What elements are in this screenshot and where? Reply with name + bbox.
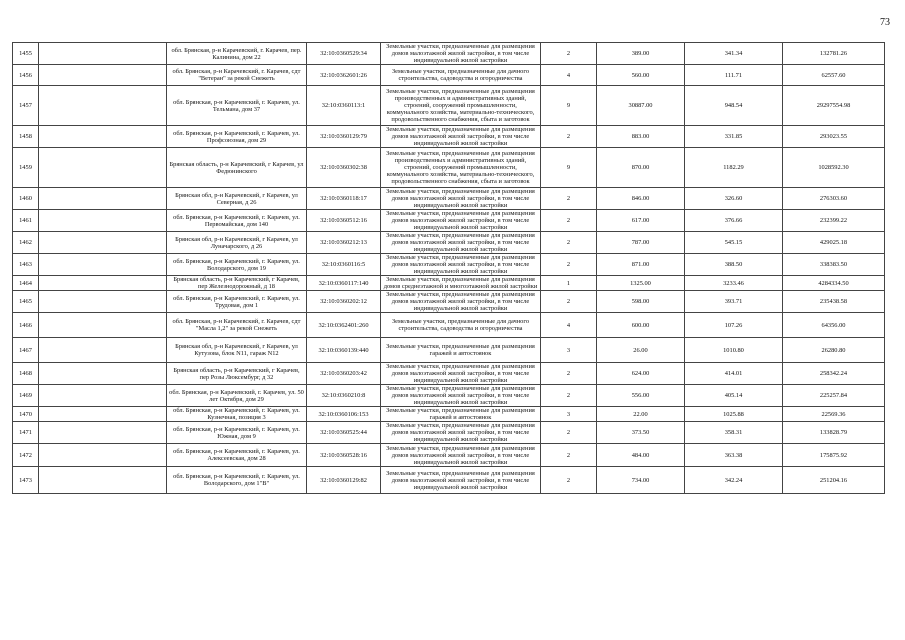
address-cell: обл. Брянская, р-н Карачевский, г. Карачев, ул. Первомайская, дом 140 (167, 210, 307, 232)
table-row (13, 43, 885, 65)
area-cell: 624.00 (597, 363, 685, 385)
address-cell: обл. Брянская, р-н Карачевский, г. Карачев, ул. Профсоюзная, дом 29 (167, 126, 307, 148)
blank-cell (39, 254, 167, 276)
address-cell: Брянская область, р-н Карачевский, г Карачев, ул Федюнинского (167, 148, 307, 188)
cadastral-value-cell: 251204.16 (783, 467, 885, 494)
area-cell: 30887.00 (597, 86, 685, 126)
group-cell: 2 (541, 291, 597, 313)
group-cell: 2 (541, 363, 597, 385)
address-cell: обл. Брянская, р-н Карачевский, г. Карачев, ул. Трудовая, дом 1 (167, 291, 307, 313)
cadastral-value-cell: 338383.50 (783, 254, 885, 276)
land-use-cell: Земельные участки, предназначенные для размещения гаражей и автостоянок (381, 407, 541, 422)
row-number: 1464 (13, 276, 39, 291)
blank-cell (39, 126, 167, 148)
address-cell: обл. Брянская, р-н Карачевский, г. Карачев, сдт "Масла 1,2" за рекой Снежеть (167, 313, 307, 338)
unit-price-cell: 393.71 (685, 291, 783, 313)
address-cell: обл. Брянская, р-н Карачевский, г. Карачев, ул. Володарского, дом 19 (167, 254, 307, 276)
blank-cell (39, 276, 167, 291)
cadastral-number-cell: 32:10:0360210:8 (307, 385, 381, 407)
group-cell: 1 (541, 276, 597, 291)
area-cell: 600.00 (597, 313, 685, 338)
table-row (13, 148, 885, 188)
area-cell: 484.00 (597, 444, 685, 467)
unit-price-cell: 342.24 (685, 467, 783, 494)
land-use-cell: Земельные участки, предназначенные для размещения домов малоэтажной жилой застройки, в том числе индивидуальной жилой застройки (381, 363, 541, 385)
address-cell: обл. Брянская, р-н Карачевский, г. Карачев, ул. Тельмана, дом 37 (167, 86, 307, 126)
group-cell: 2 (541, 126, 597, 148)
table-row (13, 254, 885, 276)
land-use-cell: Земельные участки, предназначенные для дачного строительства, садоводства и огородничества (381, 313, 541, 338)
row-number: 1460 (13, 188, 39, 210)
cadastral-number-cell: 32:10:0362601:26 (307, 65, 381, 86)
row-number: 1457 (13, 86, 39, 126)
blank-cell (39, 65, 167, 86)
cadastral-value-cell: 26280.80 (783, 338, 885, 363)
address-cell: Брянская область, р-н Карачевский, г Карачев, пер Железнодорожный, д 18 (167, 276, 307, 291)
group-cell: 2 (541, 232, 597, 254)
area-cell: 598.00 (597, 291, 685, 313)
area-cell: 883.00 (597, 126, 685, 148)
cadastral-value-cell: 175875.92 (783, 444, 885, 467)
address-cell: Брянская обл, р-н Карачевский, г Карачев, ул Кутузова, блок N11, гараж N12 (167, 338, 307, 363)
blank-cell (39, 43, 167, 65)
row-number: 1473 (13, 467, 39, 494)
unit-price-cell: 111.71 (685, 65, 783, 86)
group-cell: 4 (541, 313, 597, 338)
address-cell: обл. Брянская, р-н Карачевский, г. Карачев, ул. Володарского, дом 1"В" (167, 467, 307, 494)
cadastral-value-cell: 64356.00 (783, 313, 885, 338)
unit-price-cell: 107.26 (685, 313, 783, 338)
table-row (13, 65, 885, 86)
land-use-cell: Земельные участки, предназначенные для размещения домов малоэтажной жилой застройки, в том числе индивидуальной жилой застройки (381, 126, 541, 148)
land-use-cell: Земельные участки, предназначенные для размещения домов малоэтажной жилой застройки, в том числе индивидуальной жилой застройки (381, 467, 541, 494)
row-number: 1456 (13, 65, 39, 86)
group-cell: 9 (541, 86, 597, 126)
blank-cell (39, 422, 167, 444)
cadastral-value-cell: 1028592.30 (783, 148, 885, 188)
cadastral-number-cell: 32:10:0360212:13 (307, 232, 381, 254)
cadastral-number-cell: 32:10:0360129:79 (307, 126, 381, 148)
row-number: 1470 (13, 407, 39, 422)
group-cell: 3 (541, 338, 597, 363)
land-use-cell: Земельные участки, предназначенные для размещения домов малоэтажной жилой застройки, в том числе индивидуальной жилой застройки (381, 254, 541, 276)
cadastral-value-cell: 293023.55 (783, 126, 885, 148)
address-cell: обл. Брянская, р-н Карачевский, г. Карачев, ул. Кузнечная, позиция 3 (167, 407, 307, 422)
table-row (13, 385, 885, 407)
cadastral-value-cell: 62557.60 (783, 65, 885, 86)
blank-cell (39, 467, 167, 494)
row-number: 1468 (13, 363, 39, 385)
table-row (13, 232, 885, 254)
cadastral-number-cell: 32:10:0360117:140 (307, 276, 381, 291)
area-cell: 26.00 (597, 338, 685, 363)
land-use-cell: Земельные участки, предназначенные для размещения домов малоэтажной жилой застройки, в том числе индивидуальной жилой застройки (381, 385, 541, 407)
cadastral-value-cell: 4284334.50 (783, 276, 885, 291)
address-cell: обл. Брянская, р-н Карачевский, г. Карачев, пер. Калинина, дом 22 (167, 43, 307, 65)
unit-price-cell: 545.15 (685, 232, 783, 254)
row-number: 1466 (13, 313, 39, 338)
table-row (13, 467, 885, 494)
cadastral-value-cell: 232399.22 (783, 210, 885, 232)
land-use-cell: Земельные участки, предназначенные для размещения домов малоэтажной жилой застройки, в том числе индивидуальной жилой застройки (381, 444, 541, 467)
table-body (13, 43, 885, 494)
unit-price-cell: 363.38 (685, 444, 783, 467)
address-cell: обл. Брянская, р-н Карачевский, г. Карачев, ул. Алексеевская, дом 28 (167, 444, 307, 467)
cadastral-value-cell: 235438.58 (783, 291, 885, 313)
cadastral-number-cell: 32:10:0360529:34 (307, 43, 381, 65)
blank-cell (39, 313, 167, 338)
group-cell: 2 (541, 444, 597, 467)
row-number: 1459 (13, 148, 39, 188)
land-use-cell: Земельные участки, предназначенные для размещения домов малоэтажной жилой застройки, в том числе индивидуальной жилой застройки (381, 422, 541, 444)
cadastral-number-cell: 32:10:0360203:42 (307, 363, 381, 385)
unit-price-cell: 948.54 (685, 86, 783, 126)
cadastral-number-cell: 32:10:0360129:82 (307, 467, 381, 494)
table-row (13, 422, 885, 444)
row-number: 1462 (13, 232, 39, 254)
cadastral-number-cell: 32:10:0360202:12 (307, 291, 381, 313)
cadastral-value-cell: 22569.36 (783, 407, 885, 422)
area-cell: 389.00 (597, 43, 685, 65)
cadastral-value-cell: 258342.24 (783, 363, 885, 385)
unit-price-cell: 358.31 (685, 422, 783, 444)
table-row (13, 210, 885, 232)
cadastral-value-cell: 29297554.98 (783, 86, 885, 126)
unit-price-cell: 1025.88 (685, 407, 783, 422)
group-cell: 4 (541, 65, 597, 86)
cadastral-number-cell: 32:10:0360302:38 (307, 148, 381, 188)
table-row (13, 444, 885, 467)
cadastral-value-cell: 276303.60 (783, 188, 885, 210)
group-cell: 3 (541, 407, 597, 422)
cadastral-number-cell: 32:10:0360116:5 (307, 254, 381, 276)
cadastral-value-cell: 225257.84 (783, 385, 885, 407)
address-cell: Брянская обл, р-н Карачевский, г Карачев, ул Луначарского, д 26 (167, 232, 307, 254)
land-use-cell: Земельные участки, предназначенные для размещения производственных и административных зданий, строений, сооружений промышленности, коммунального хозяйства, материально-технического, продовольственного снабжения, сбыта и заготовок (381, 148, 541, 188)
cadastral-number-cell: 32:10:0360525:44 (307, 422, 381, 444)
blank-cell (39, 148, 167, 188)
area-cell: 556.00 (597, 385, 685, 407)
cadastral-number-cell: 32:10:0362401:260 (307, 313, 381, 338)
group-cell: 9 (541, 148, 597, 188)
table-row (13, 188, 885, 210)
group-cell: 2 (541, 385, 597, 407)
blank-cell (39, 232, 167, 254)
area-cell: 846.00 (597, 188, 685, 210)
table-row (13, 407, 885, 422)
row-number: 1461 (13, 210, 39, 232)
area-cell: 870.00 (597, 148, 685, 188)
cadastral-value-cell: 133828.79 (783, 422, 885, 444)
blank-cell (39, 363, 167, 385)
blank-cell (39, 188, 167, 210)
table-row (13, 291, 885, 313)
address-cell: обл. Брянская, р-н Карачевский, г. Карачев, ул. Южная, дом 9 (167, 422, 307, 444)
area-cell: 1325.00 (597, 276, 685, 291)
blank-cell (39, 86, 167, 126)
row-number: 1458 (13, 126, 39, 148)
land-use-cell: Земельные участки, предназначенные для размещения домов среднеэтажной и многоэтажной жилой застройки (381, 276, 541, 291)
row-number: 1465 (13, 291, 39, 313)
unit-price-cell: 405.14 (685, 385, 783, 407)
area-cell: 871.00 (597, 254, 685, 276)
row-number: 1463 (13, 254, 39, 276)
unit-price-cell: 388.50 (685, 254, 783, 276)
area-cell: 22.00 (597, 407, 685, 422)
cadastral-value-cell: 429025.18 (783, 232, 885, 254)
cadastral-number-cell: 32:10:0360528:16 (307, 444, 381, 467)
row-number: 1472 (13, 444, 39, 467)
group-cell: 2 (541, 188, 597, 210)
address-cell: обл. Брянская, р-н Карачевский, г. Карачев, ул. 50 лет Октября, дом 29 (167, 385, 307, 407)
unit-price-cell: 1182.29 (685, 148, 783, 188)
unit-price-cell: 341.34 (685, 43, 783, 65)
blank-cell (39, 291, 167, 313)
table-row (13, 363, 885, 385)
blank-cell (39, 338, 167, 363)
row-number: 1471 (13, 422, 39, 444)
land-use-cell: Земельные участки, предназначенные для размещения домов малоэтажной жилой застройки, в том числе индивидуальной жилой застройки (381, 210, 541, 232)
table-row (13, 126, 885, 148)
table-row (13, 276, 885, 291)
unit-price-cell: 1010.80 (685, 338, 783, 363)
area-cell: 560.00 (597, 65, 685, 86)
row-number: 1467 (13, 338, 39, 363)
land-use-cell: Земельные участки, предназначенные для размещения домов малоэтажной жилой застройки, в том числе индивидуальной жилой застройки (381, 188, 541, 210)
land-registry-table (12, 42, 885, 494)
blank-cell (39, 407, 167, 422)
cadastral-number-cell: 32:10:0360118:17 (307, 188, 381, 210)
land-use-cell: Земельные участки, предназначенные для размещения домов малоэтажной жилой застройки, в том числе индивидуальной жилой застройки (381, 43, 541, 65)
unit-price-cell: 376.66 (685, 210, 783, 232)
land-use-cell: Земельные участки, предназначенные для размещения гаражей и автостоянок (381, 338, 541, 363)
group-cell: 2 (541, 210, 597, 232)
table-row (13, 338, 885, 363)
cadastral-number-cell: 32:10:0360512:16 (307, 210, 381, 232)
cadastral-value-cell: 132781.26 (783, 43, 885, 65)
address-cell: Брянская область, р-н Карачевский, г Карачев, пер Розы Люксембург, д 32 (167, 363, 307, 385)
row-number: 1469 (13, 385, 39, 407)
address-cell: Брянская обл, р-н Карачевский, г Карачев, ул Северная, д 26 (167, 188, 307, 210)
cadastral-number-cell: 32:10:0360106:153 (307, 407, 381, 422)
area-cell: 617.00 (597, 210, 685, 232)
page-number: 73 (880, 17, 890, 28)
blank-cell (39, 385, 167, 407)
cadastral-number-cell: 32:10:0360113:1 (307, 86, 381, 126)
land-use-cell: Земельные участки, предназначенные для размещения домов малоэтажной жилой застройки, в том числе индивидуальной жилой застройки (381, 291, 541, 313)
group-cell: 2 (541, 422, 597, 444)
area-cell: 787.00 (597, 232, 685, 254)
row-number: 1455 (13, 43, 39, 65)
unit-price-cell: 3233.46 (685, 276, 783, 291)
blank-cell (39, 444, 167, 467)
unit-price-cell: 331.85 (685, 126, 783, 148)
land-use-cell: Земельные участки, предназначенные для размещения домов малоэтажной жилой застройки, в том числе индивидуальной жилой застройки (381, 232, 541, 254)
group-cell: 2 (541, 254, 597, 276)
blank-cell (39, 210, 167, 232)
group-cell: 2 (541, 467, 597, 494)
table-row (13, 86, 885, 126)
area-cell: 734.00 (597, 467, 685, 494)
address-cell: обл. Брянская, р-н Карачевский, г. Карачев, сдт "Ветеран" за рекой Снежеть (167, 65, 307, 86)
group-cell: 2 (541, 43, 597, 65)
unit-price-cell: 326.60 (685, 188, 783, 210)
table-row (13, 313, 885, 338)
area-cell: 373.50 (597, 422, 685, 444)
unit-price-cell: 414.01 (685, 363, 783, 385)
land-use-cell: Земельные участки, предназначенные для дачного строительства, садоводства и огородничества (381, 65, 541, 86)
cadastral-number-cell: 32:10:0360139:440 (307, 338, 381, 363)
land-use-cell: Земельные участки, предназначенные для размещения производственных и административных зданий, строений, сооружений промышленности, коммунального хозяйства, материально-технического, продовольственного снабжения, сбыта и заготовок (381, 86, 541, 126)
